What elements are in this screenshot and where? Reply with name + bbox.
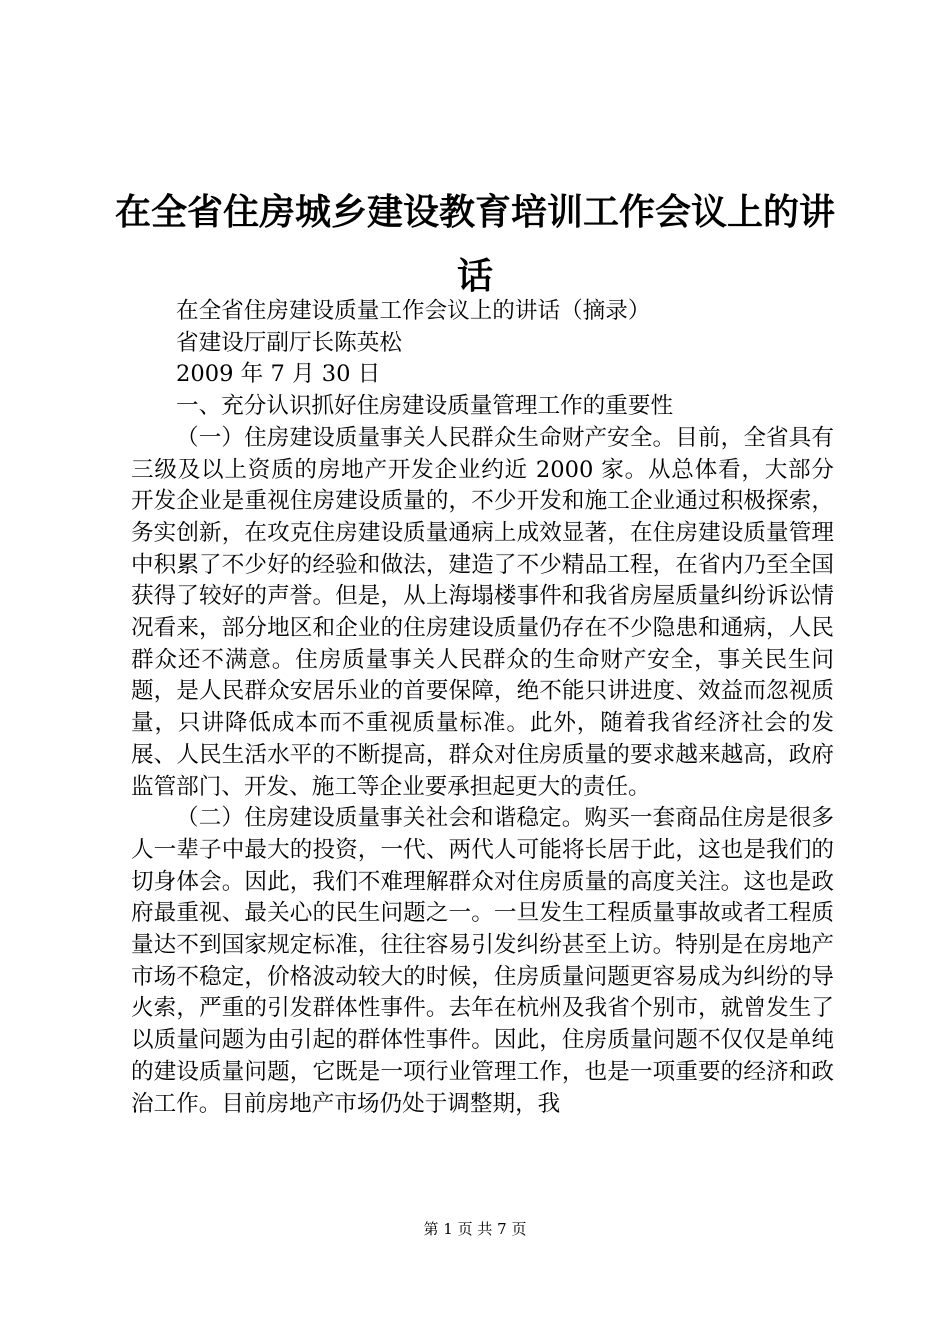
- speech-subtitle: 在全省住房建设质量工作会议上的讲话（摘录）: [176, 298, 651, 324]
- page-footer: 第 1 页 共 7 页: [423, 1220, 527, 1238]
- paragraph: （二）住房建设质量事关社会和谐稳定。购买一套商品住房是很多人一辈子中最大的投资，一代、两代人可能将长居于此，这也是我们的切身体会。因此，我们不难理解群众对住房质量的高度关注。这也是政府最重视、最关心的民生问题之一。一旦发生工程质量事故或者工程质量达不到国家规定标准，往往容易引发纠纷甚至上访。特别是在房地产市场不稳定，价格波动较大的时候，住房质量问题更容易成为纠纷的导火索，严重的引发群体性事件。去年在杭州及我省个别市，就曾发生了以质量问题为由引起的群体性事件。因此，住房质量问题不仅仅是单纯的建设质量问题，它既是一项行业管理工作，也是一项重要的经济和政治工作。目前房地产市场仍处于调整期，我: [131, 805, 834, 1117]
- section-heading: 一、充分认识抓好住房建设质量管理工作的重要性: [176, 393, 674, 420]
- speaker-line: 省建设厅副厅长陈英松: [176, 329, 402, 356]
- paragraph: （一）住房建设质量事关人民群众生命财产安全。目前，全省具有三级及以上资质的房地产开发企业约近 2000 家。从总体看，大部分开发企业是重视住房建设质量的，不少开发和施工企业通过积极探索，务实创新，在攻克住房建设质量通病上成效显著，在住房建设质量管理中积累了不少好的经验和做法，建造了不少精品工程，在省内乃至全国获得了较好的声誉。但是，从上海塌楼事件和我省房屋质量纠纷诉讼情况看来，部分地区和企业的住房建设质量仍存在不少隐患和通病，人民群众还不满意。住房质量事关人民群众的生命财产安全，事关民生问题，是人民群众安居乐业的首要保障，绝不能只讲进度、效益而忽视质量，只讲降低成本而不重视质量标准。此外，随着我省经济社会的发展、人民生活水平的不断提高，群众对住房质量的要求越来越高，政府监管部门、开发、施工等企业要承担起更大的责任。: [131, 424, 834, 800]
- date-line: 2009 年 7 月 30 日: [176, 361, 381, 388]
- document-body: [131, 296, 834, 1120]
- document-title: 在全省住房城乡建设教育培训工作会议上的讲话: [114, 191, 835, 297]
